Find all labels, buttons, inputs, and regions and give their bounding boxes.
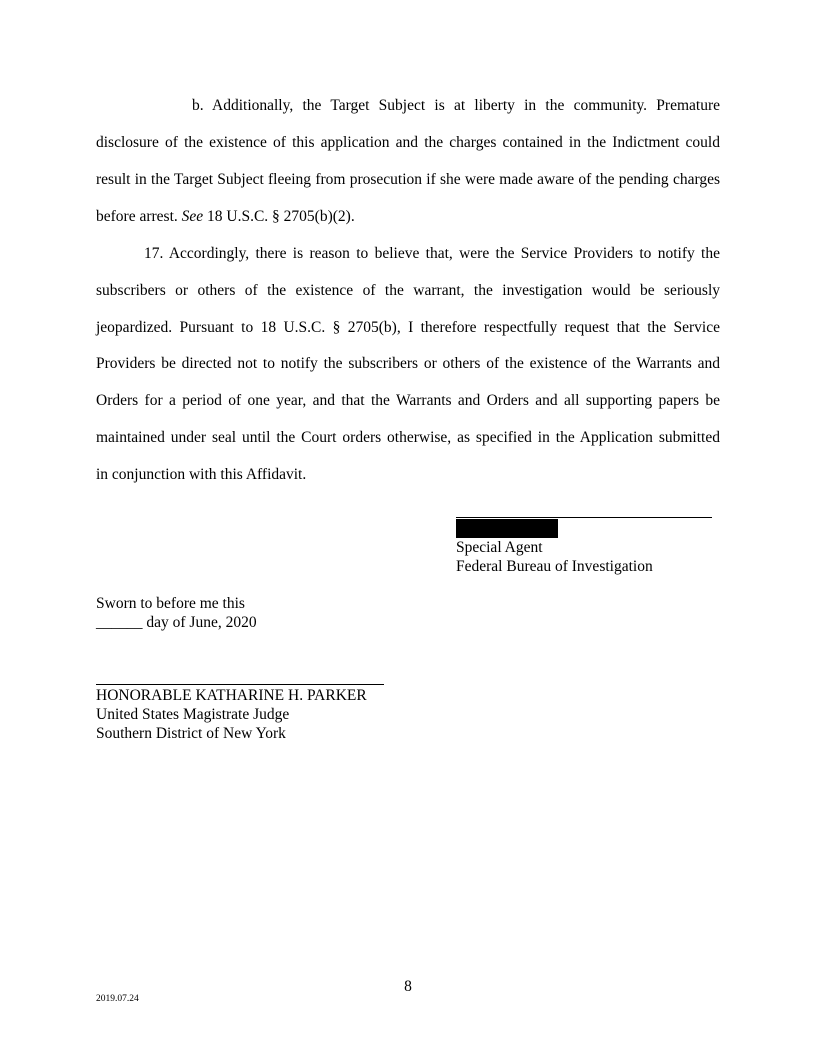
agent-signature-block xyxy=(456,538,653,576)
sworn-line-2: ______ day of June, 2020 xyxy=(96,614,257,631)
paragraph-17-line-7: in conjunction with this Affidavit. xyxy=(96,466,307,483)
paragraph-17-line-5: Orders for a period of one year, and that the Warrants and Orders and all supporting papers be xyxy=(96,392,720,409)
paragraph-17-line-2: subscribers or others of the existence of the warrant, the investigation would be seriously xyxy=(96,282,720,299)
page-number: 8 xyxy=(404,978,412,995)
sworn-line-1: Sworn to before me this xyxy=(96,595,245,612)
paragraph-17-line-4: Providers be directed not to notify the subscribers or others of the existence of the Warrants and xyxy=(96,355,720,372)
agent-title: Special Agent xyxy=(456,539,543,556)
judge-name: HONORABLE KATHARINE H. PARKER xyxy=(96,687,367,704)
paragraph-b-line-3: result in the Target Subject fleeing from prosecution if she were made aware of the pending charges xyxy=(96,171,720,188)
see-citation-signal: See xyxy=(181,208,204,225)
redaction-box xyxy=(456,519,558,538)
paragraph-b-line-2: disclosure of the existence of this application and the charges contained in the Indictment could xyxy=(96,134,720,151)
agent-signature-line xyxy=(456,517,712,518)
judge-district: Southern District of New York xyxy=(96,725,286,742)
judge-signature-line xyxy=(96,684,384,685)
paragraph-17-line-3: jeopardized. Pursuant to 18 U.S.C. § 2705(b), I therefore respectfully request that the Service xyxy=(96,319,720,336)
judge-signature-block xyxy=(96,686,367,743)
paragraph-17-line-1: 17. Accordingly, there is reason to believe that, were the Service Providers to notify the xyxy=(144,245,720,262)
sworn-statement xyxy=(96,594,257,632)
paragraph-b-line-4-suffix: 18 U.S.C. § 2705(b)(2). xyxy=(203,208,355,225)
footer-version-code: 2019.07.24 xyxy=(96,994,139,1004)
judge-title: United States Magistrate Judge xyxy=(96,706,290,723)
paragraph-b-line-4 xyxy=(96,207,720,227)
agent-agency: Federal Bureau of Investigation xyxy=(456,558,653,575)
paragraph-b-line-4-prefix: before arrest. xyxy=(96,208,182,225)
paragraph-b-line-1: b. Additionally, the Target Subject is at liberty in the community. Premature xyxy=(192,97,720,114)
paragraph-17-line-6: maintained under seal until the Court orders otherwise, as specified in the Application submitted xyxy=(96,429,720,446)
